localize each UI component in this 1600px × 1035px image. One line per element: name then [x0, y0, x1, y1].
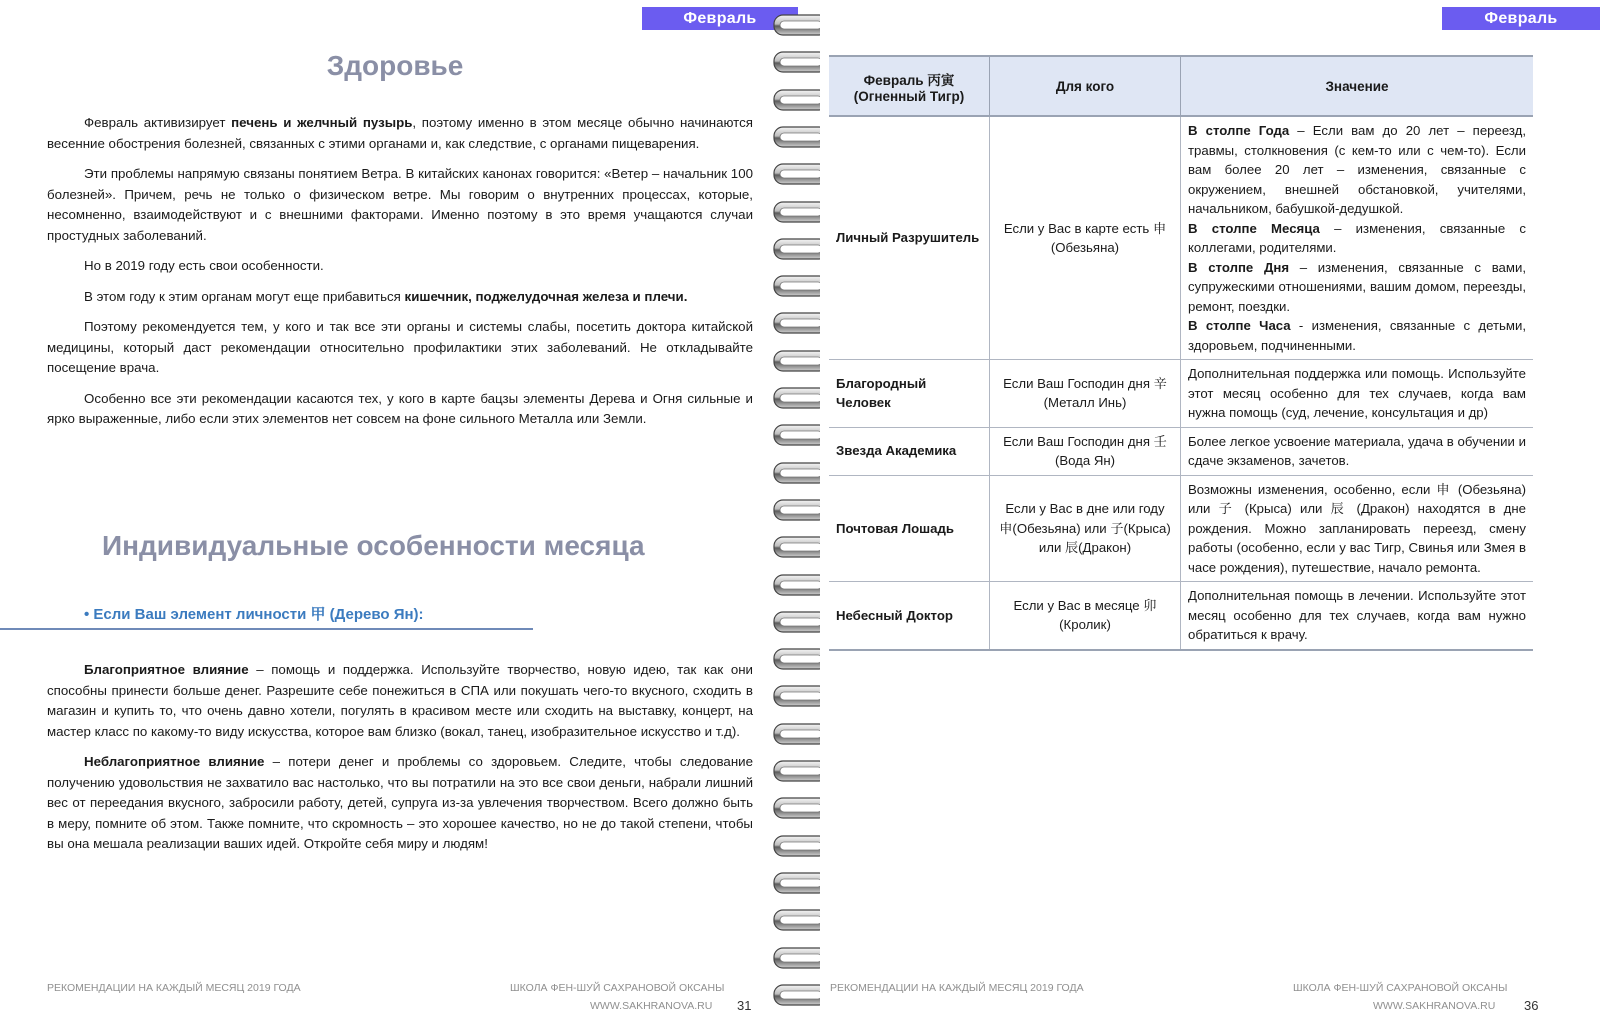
footer-left: РЕКОМЕНДАЦИИ НА КАЖДЫЙ МЕСЯЦ 2019 ГОДА: [47, 982, 301, 994]
for-whom: Если Ваш Господин дня 壬 (Вода Ян): [990, 427, 1181, 475]
meaning: Более легкое усвоение материала, удача в обучении и сдаче экзаменов, зачетов.: [1181, 427, 1534, 475]
text: – потери денег и проблемы со здоровьем. Следите, чтобы следование получению удовольствия не захватило вас настолько, что вы потратили на это все свои деньги, набрали лишний вес от переедания вкусного, забросили работу, детей, супруга из-за увлечения творчеством. Всего должно быть в меру, помните об этом. Также помните, что скромность – это хорошее качество, но не до такой степени, чтобы вы она мешала реализации ваших идей. Откройте себя миру и людям!: [47, 754, 753, 851]
text: – изменения, связанные с коллегами, родителями.: [1188, 220, 1526, 255]
paragraph: Эти проблемы напрямую связаны понятием Ветра. В китайских канонах говорится: «Ветер – начальник 100 болезней». Причем, речь не только о физическом ветре. Мы говорим о внутренних процессах, которые, несомненно, взаимодействуют и с внешними факторами. Именно поэтому в это время учащаются случаи простудных заболеваний.: [47, 166, 753, 243]
footer-school: ШКОЛА ФЕН-ШУЙ САХРАНОВОЙ ОКСАНЫ: [1293, 982, 1508, 994]
for-whom: Если у Вас в дне или году 申(Обезьяна) или 子(Крыса) или 辰(Дракон): [990, 475, 1181, 582]
column-header: Для кого: [990, 56, 1181, 116]
meaning: Возможны изменения, особенно, если 申 (Обезьяна) или 子 (Крыса) или 辰 (Дракон) находятся в дне рождения. Можно запланировать переезд, смену работы (особенно, если у вас Тигр, Свинья или Змея в часе рождения), путешествие, начало ремонта.: [1181, 475, 1534, 582]
text: – изменения, связанные с вами, супружескими отношениями, вашим домом, переезды, ремонт, поездки.: [1188, 259, 1526, 314]
star-name: Небесный Доктор: [829, 582, 990, 650]
paragraph: [47, 660, 753, 742]
for-whom: Если Ваш Господин дня 辛 (Металл Инь): [990, 360, 1181, 428]
section-title-health: Здоровье: [326, 50, 464, 81]
stars-table: [829, 55, 1533, 651]
paragraph: [47, 113, 753, 154]
health-section: [47, 113, 753, 440]
meaning: Дополнительная помощь в лечении. Используйте этот месяц особенно для тех случаев, когда вам нужно обратиться к врачу.: [1181, 582, 1534, 650]
section-title-individual: Индивидуальные особенности месяца: [102, 530, 645, 561]
month-tab: Февраль: [1442, 7, 1600, 30]
table-header-row: [829, 56, 1533, 116]
footer-site: WWW.SAKHRANOVA.RU: [1373, 1000, 1496, 1012]
right-page: [820, 0, 1600, 1035]
meaning: [1181, 116, 1534, 360]
table-row: [829, 116, 1533, 360]
text: - изменения, связанные с детьми, здоровьем, подчиненными.: [1188, 318, 1526, 353]
divider: [0, 628, 533, 630]
page-number: 31: [737, 998, 752, 1013]
text: – помощь и поддержка. Используйте творчество, новую идею, так как они способны принести больше денег. Разрешите себе понежиться в СПА или покушать чего-то вкусного, сходить в магазин и купить то, что очень давно хотели, погулять в красивом месте или сходить на выставку, концерт, на мастер класс по какому-то виду искусства, которое вам близко (вокал, танец, изобразительное искусство и т.д).: [47, 662, 753, 739]
paragraph: Особенно все эти рекомендации касаются тех, у кого в карте бацзы элементы Дерева и Огня сильные и ярко выраженные, либо если этих элементов нет совсем на фоне сильного Металла или Земли.: [47, 390, 753, 426]
table-row: [829, 475, 1533, 582]
star-name: Благородный Человек: [829, 360, 990, 428]
text: , поэтому именно в этом месяце обычно начинаются весенние обострения болезней, связанных с этими органами и, как следствие, с органами пищеварения.: [47, 115, 753, 151]
table-row: [829, 582, 1533, 650]
star-name: Почтовая Лошадь: [829, 475, 990, 582]
for-whom: Если у Вас в месяце 卯 (Кролик): [990, 582, 1181, 650]
text: – Если вам до 20 лет – переезд, травмы, столкновения (с кем-то или с чем-то). Если вам более 20 лет – изменения, связанные с окружением, внешней обстановкой, учителями, начальником, бабушкой-дедушкой.: [1188, 123, 1526, 216]
star-name: Звезда Академика: [829, 427, 990, 475]
unfavorable-label: Неблагоприятное влияние: [84, 754, 265, 769]
footer-school: ШКОЛА ФЕН-ШУЙ САХРАНОВОЙ ОКСАНЫ: [510, 982, 725, 994]
favorable-label: Благоприятное влияние: [84, 662, 249, 677]
footer-left: РЕКОМЕНДАЦИИ НА КАЖДЫЙ МЕСЯЦ 2019 ГОДА: [830, 982, 1084, 994]
bold-text: В столпе Года: [1188, 123, 1290, 138]
bold-text: В столпе Дня: [1188, 259, 1290, 275]
text: Февраль активизирует: [84, 115, 232, 130]
paragraph: [47, 752, 753, 855]
table-row: [829, 427, 1533, 475]
column-header: Значение: [1181, 56, 1534, 116]
paragraph: [47, 287, 753, 308]
footer-site: WWW.SAKHRANOVA.RU: [590, 1000, 713, 1012]
page-number: 36: [1524, 998, 1539, 1013]
influence-section: [47, 660, 753, 865]
for-whom: Если у Вас в карте есть 申(Обезьяна): [990, 116, 1181, 360]
column-header: Февраль 丙寅 (Огненный Тигр): [829, 56, 990, 116]
text: В этом году к этим органам могут еще прибавиться: [84, 288, 405, 304]
bold-text: печень и желчный пузырь: [231, 115, 413, 130]
paragraph: Но в 2019 году есть свои особенности.: [84, 258, 324, 273]
paragraph: Поэтому рекомендуется тем, у кого и так все эти органы и системы слабы, посетить доктора китайской медицины, который даст рекомендации относительно профилактики этих заболеваний. Не откладывайте посещение врача.: [47, 319, 753, 375]
month-tab: Февраль: [642, 7, 798, 30]
table-row: [829, 360, 1533, 428]
bold-text: кишечник, поджелудочная железа и плечи.: [404, 288, 688, 304]
star-name: Личный Разрушитель: [829, 116, 990, 360]
element-subheading: • Если Ваш элемент личности 甲 (Дерево Ян):: [84, 606, 424, 623]
bold-text: В столпе Часа: [1188, 318, 1291, 333]
left-page: [0, 0, 790, 1035]
bold-text: В столпе Месяца: [1188, 220, 1320, 236]
meaning: Дополнительная поддержка или помощь. Используйте этот месяц особенно для тех случаев, когда вам нужна помощь (суд, лечение, консультация и др): [1181, 360, 1534, 428]
